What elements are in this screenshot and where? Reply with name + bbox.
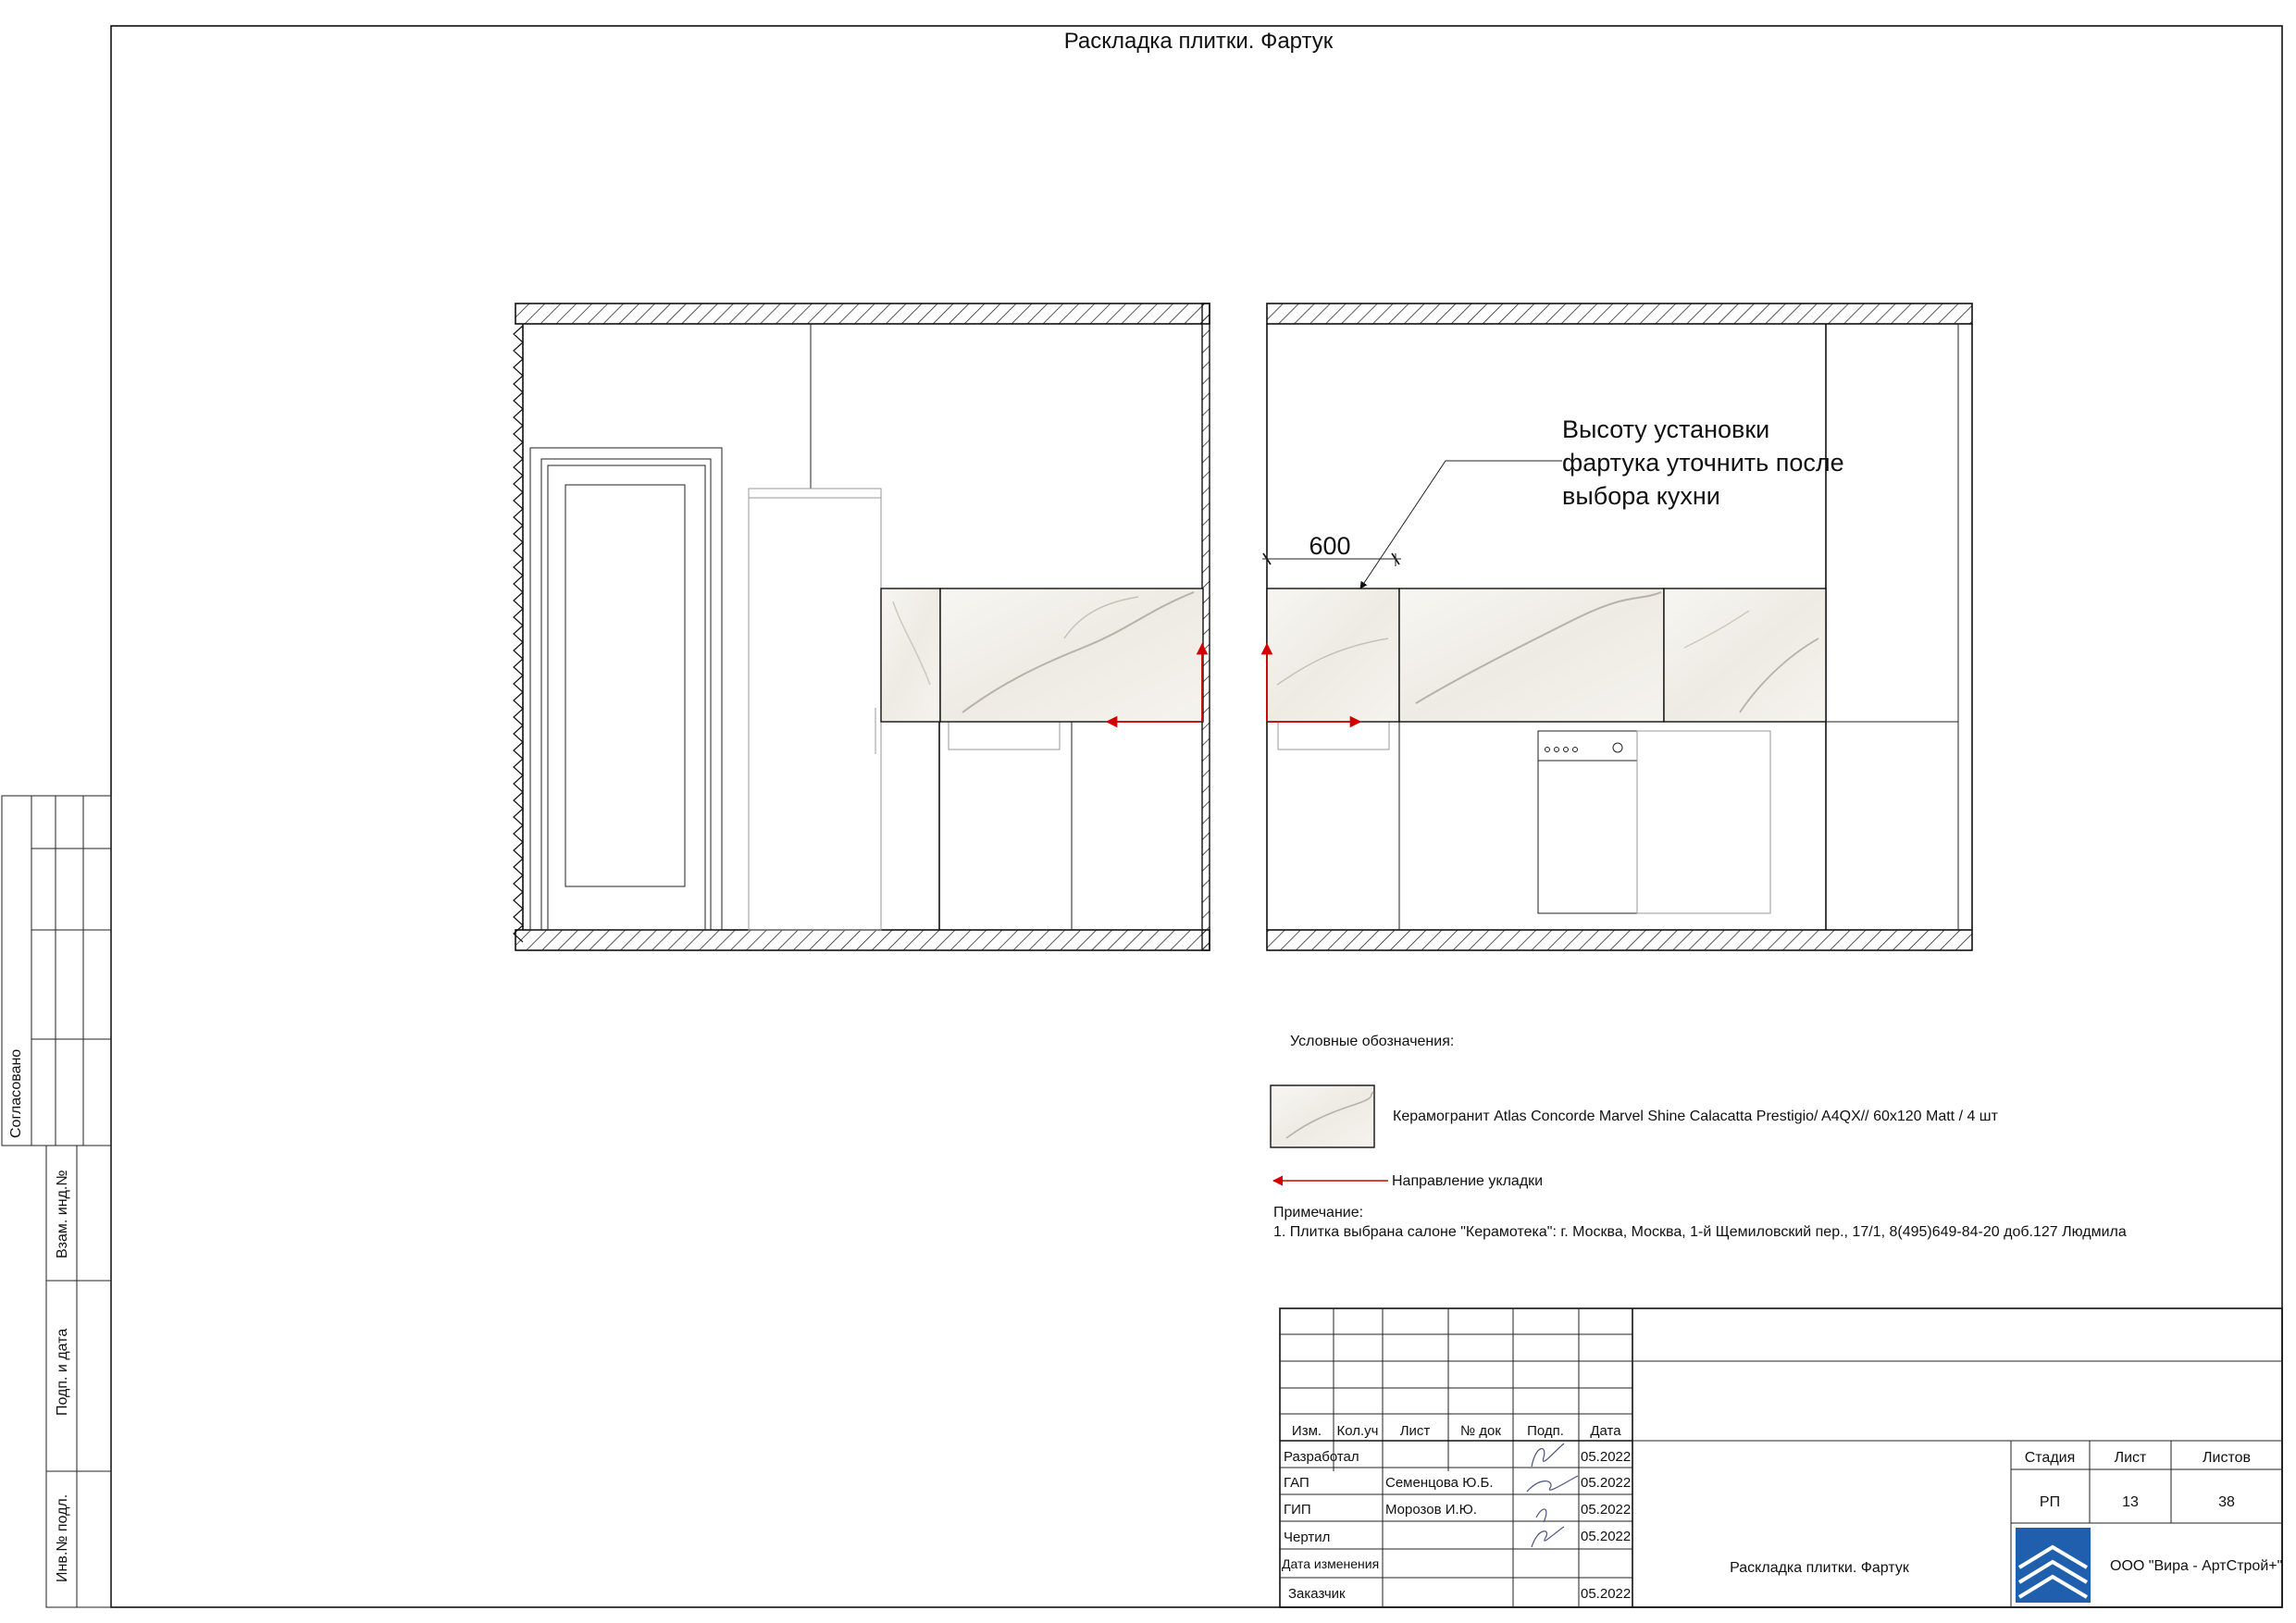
tb-row-date: 05.2022	[1581, 1529, 1632, 1544]
tb-company-name: ООО "Вира - АртСтрой+"	[2110, 1558, 2283, 1574]
tb-row-date: 05.2022	[1581, 1586, 1632, 1602]
cabinet-door	[1637, 731, 1770, 913]
right-elevation	[1262, 304, 1972, 950]
callout-text	[1562, 415, 1844, 510]
legend-tile-description: Керамогранит Atlas Concorde Marvel Shine Calacatta Prestigio/ A4QX// 60x120 Matt / 4 шт	[1393, 1109, 1998, 1124]
tb-row-role: Дата изменения	[1282, 1556, 1380, 1571]
legend-direction-label: Направление укладки	[1392, 1173, 1544, 1189]
tb-sheet-value: 13	[2122, 1494, 2139, 1510]
right-tile-1	[1267, 588, 1399, 722]
tb-sheet-label: Лист	[2114, 1450, 2147, 1466]
stamp-inv-no: Инв.№ подл.	[55, 1493, 70, 1582]
legend	[1271, 1034, 1999, 1189]
tb-header-doc: № док	[1460, 1423, 1501, 1439]
company-logo-icon	[2016, 1528, 2091, 1603]
dimension-600	[1262, 532, 1401, 566]
right-floor-slab	[1267, 930, 1972, 950]
tb-header-kol: Кол.уч	[1336, 1423, 1379, 1439]
tb-sheets-label: Листов	[2203, 1450, 2251, 1466]
title-block	[1280, 1308, 2282, 1607]
callout-line-2: фартука уточнить после	[1562, 449, 1844, 477]
tb-header-izm: Изм.	[1291, 1423, 1322, 1439]
tb-row-date: 05.2022	[1581, 1449, 1632, 1465]
left-tile-strip	[881, 588, 1203, 722]
tb-row-role: ГИП	[1284, 1502, 1311, 1518]
tb-row-role: Заказчик	[1288, 1586, 1346, 1602]
tb-stage-label: Стадия	[2024, 1450, 2076, 1466]
callout-line-1: Высоту установки	[1562, 415, 1770, 443]
note	[1273, 1205, 2127, 1240]
callout-line-3: выбора кухни	[1562, 482, 1720, 510]
right-tile-3	[1664, 588, 1826, 722]
tb-row-name: Семенцова Ю.Б.	[1385, 1475, 1494, 1491]
drawing-title: Раскладка плитки. Фартук	[1063, 29, 1334, 54]
left-wall-insulation	[514, 326, 523, 942]
stamp-sign-date: Подп. и дата	[55, 1328, 70, 1416]
tb-row-name: Морозов И.Ю.	[1385, 1502, 1477, 1518]
door-frame-inner	[541, 459, 711, 930]
side-stamp	[2, 796, 111, 1607]
tb-stage-value: РП	[2039, 1494, 2061, 1510]
door-panel	[565, 485, 685, 886]
tb-header-date: Дата	[1590, 1423, 1621, 1439]
right-sink-bowl	[1278, 722, 1389, 750]
left-sink-bowl	[949, 722, 1060, 750]
stamp-agreed: Согласовано	[8, 1048, 24, 1138]
tb-row-date: 05.2022	[1581, 1502, 1632, 1518]
stamp-replaces-inv: Взам. инд.№	[55, 1170, 70, 1258]
left-ceiling-slab	[515, 304, 1210, 324]
tb-header-list: Лист	[1399, 1423, 1431, 1439]
fridge	[749, 489, 881, 930]
right-tile-strip	[1267, 588, 1826, 722]
right-ceiling-slab	[1267, 304, 1972, 324]
door-leaf	[548, 465, 705, 930]
dishwasher	[1538, 731, 1637, 913]
tb-sheets-value: 38	[2218, 1494, 2235, 1510]
legend-heading: Условные обозначения:	[1290, 1034, 1455, 1049]
callout-leader	[1360, 461, 1562, 588]
left-tile-2	[940, 588, 1203, 722]
signature-scribbles	[1527, 1443, 1578, 1547]
right-tile-2	[1399, 588, 1664, 722]
tb-row-role: Чертил	[1284, 1530, 1331, 1545]
note-heading: Примечание:	[1273, 1205, 1364, 1220]
tb-row-role: ГАП	[1284, 1475, 1309, 1491]
note-item-1: 1. Плитка выбрана салоне "Керамотека": г. Москва, Москва, 1-й Щемиловский пер., 17/1, 8(495)649-84-20 доб.127 Людмила	[1273, 1224, 2127, 1240]
dimension-label: 600	[1309, 532, 1351, 560]
tb-row-role: Разработал	[1284, 1449, 1359, 1465]
left-tile-1	[881, 588, 940, 722]
tb-row-date: 05.2022	[1581, 1475, 1632, 1491]
sheet-frame	[111, 26, 2282, 1607]
insulation-zigzag	[514, 326, 523, 942]
door-frame-outer	[530, 448, 722, 930]
tb-header-sign: Подп.	[1527, 1423, 1564, 1439]
tb-sheet-name: Раскладка плитки. Фартук	[1730, 1560, 1909, 1576]
left-elevation	[514, 304, 1210, 950]
left-floor-slab	[515, 930, 1210, 950]
